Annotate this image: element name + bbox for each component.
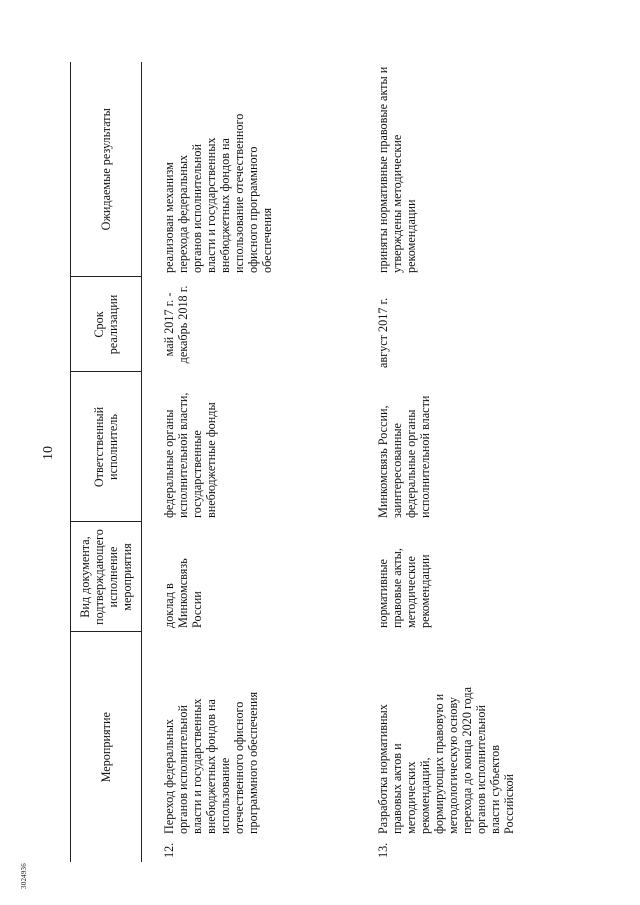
row-number: 13.	[376, 842, 390, 858]
table-row	[142, 62, 363, 862]
table-row	[362, 62, 516, 862]
measures-table	[70, 62, 516, 862]
header-event: Мероприятие	[71, 632, 142, 862]
results-cell: приняты нормативные правовые акты и утверждены методические рекомендации	[376, 66, 418, 273]
event-cell	[362, 632, 516, 862]
executor-cell: Минкомсвязь России, заинтересованные федеральные органы исполнительной власти	[376, 395, 432, 518]
page-number: 10	[41, 446, 56, 460]
document-code: 3024936	[20, 863, 28, 889]
table-header-row	[71, 62, 142, 862]
header-doc-type: Вид документа, подтверждающего исполнение мероприятия	[71, 522, 142, 632]
event-text: Разработка нормативных правовых актов и методических рекомендаций, формирующих правовую и методологическую основу перехода до конца 2020 года органов исполнительной власти субъектов Российской	[376, 686, 516, 834]
event-cell	[142, 632, 363, 862]
rotated-table-container	[70, 62, 570, 862]
term-cell: май 2017 г. - декабрь 2018 г.	[162, 285, 190, 364]
results-text: реализован механизм перехода федеральных органов исполнительной власти и государственных внебюджетных фондов на использование отечественного офисного программного обеспечения	[162, 113, 274, 273]
executor-cell: федеральные органы исполнительной власти, государственные внебюджетные фонды	[162, 392, 218, 518]
header-results: Ожидаемые результаты	[71, 62, 142, 277]
event-text: Переход федеральных органов исполнительной власти и государственных внебюджетных фондов на использование отечественного офисного программного обеспечения	[162, 691, 260, 834]
row-number: 12.	[162, 842, 176, 858]
header-executor: Ответственный исполнитель	[71, 372, 142, 522]
doc-type-cell: доклад в Минкомсвязь России	[162, 558, 204, 628]
doc-type-cell: нормативные правовые акты, методические рекомендации	[376, 548, 432, 628]
term-cell: август 2017 г.	[376, 297, 390, 368]
header-term: Срок реализации	[71, 277, 142, 372]
results-cell	[142, 62, 363, 277]
